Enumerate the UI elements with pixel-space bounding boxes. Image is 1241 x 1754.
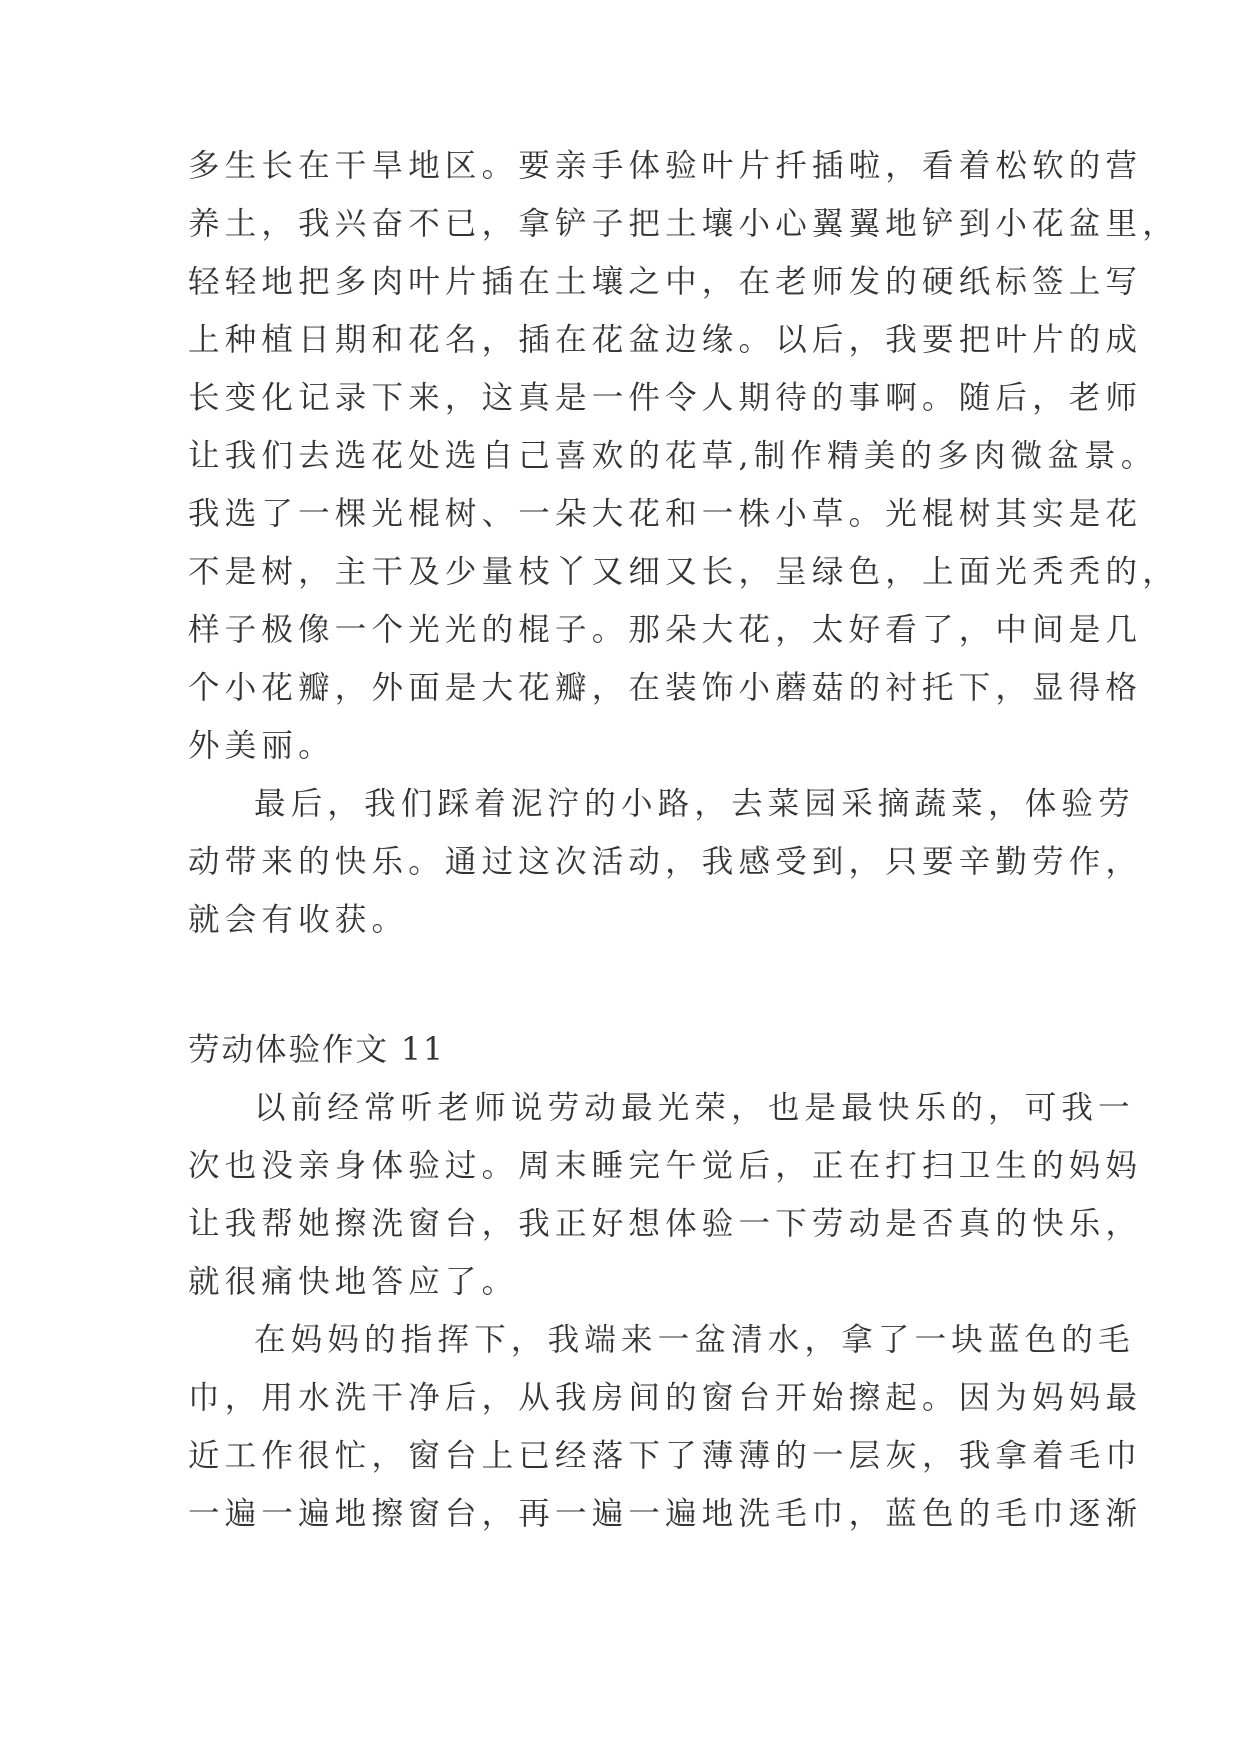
text-line: 就很痛快地答应了。 <box>188 1264 519 1300</box>
text-line: 不是树，主干及少量枝丫又细又长，呈绿色，上面光秃秃的， <box>188 554 1179 590</box>
text-line: 个小花瓣，外面是大花瓣，在装饰小蘑菇的衬托下，显得格 <box>188 670 1143 706</box>
text-line: 动带来的快乐。通过这次活动，我感受到，只要辛勤劳作， <box>188 844 1143 880</box>
text-line: 以前经常听老师说劳动最光荣，也是最快乐的，可我一 <box>254 1090 1135 1126</box>
text-line: 巾，用水洗干净后，从我房间的窗台开始擦起。因为妈妈最 <box>188 1380 1143 1416</box>
text-line: 最后，我们踩着泥泞的小路，去菜园采摘蔬菜，体验劳 <box>254 786 1135 822</box>
text-line: 近工作很忙，窗台上已经落下了薄薄的一层灰，我拿着毛巾 <box>188 1438 1143 1474</box>
text-line: 次也没亲身体验过。周末睡完午觉后，正在打扫卫生的妈妈 <box>188 1148 1143 1184</box>
text-line: 上种植日期和花名，插在花盆边缘。以后，我要把叶片的成 <box>188 322 1143 358</box>
text-line: 外美丽。 <box>188 728 335 764</box>
text-line: 样子极像一个光光的棍子。那朵大花，太好看了，中间是几 <box>188 612 1143 648</box>
text-line: 我选了一棵光棍树、一朵大花和一株小草。光棍树其实是花 <box>188 496 1143 532</box>
text-line: 让我们去选花处选自己喜欢的花草,制作精美的多肉微盆景。 <box>188 438 1158 474</box>
text-line: 就会有收获。 <box>188 902 409 938</box>
section-heading: 劳动体验作文 11 <box>188 1032 446 1068</box>
text-line: 一遍一遍地擦窗台，再一遍一遍地洗毛巾，蓝色的毛巾逐渐 <box>188 1496 1143 1532</box>
text-line: 让我帮她擦洗窗台，我正好想体验一下劳动是否真的快乐， <box>188 1206 1143 1242</box>
text-line: 多生长在干旱地区。要亲手体验叶片扦插啦，看着松软的营 <box>188 148 1143 184</box>
text-line: 轻轻地把多肉叶片插在土壤之中，在老师发的硬纸标签上写 <box>188 264 1143 300</box>
text-line: 在妈妈的指挥下，我端来一盆清水，拿了一块蓝色的毛 <box>254 1322 1135 1358</box>
text-line: 养土，我兴奋不已，拿铲子把土壤小心翼翼地铲到小花盆里， <box>188 206 1179 242</box>
text-line: 长变化记录下来，这真是一件令人期待的事啊。随后，老师 <box>188 380 1143 416</box>
